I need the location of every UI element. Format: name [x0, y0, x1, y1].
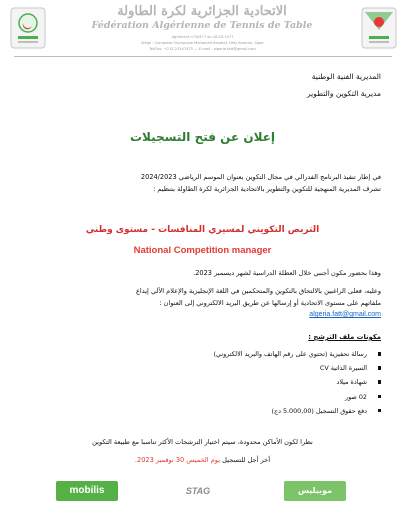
list-item: [81, 375, 381, 389]
bullet-icon: [378, 380, 382, 384]
contact-text: Tel/Fax: +213 23147475 — E-mail : algeria.fatt@gmail.com: [149, 47, 256, 51]
announcement-title: إعلان عن فتح التسجيلات: [129, 130, 276, 144]
documents-heading: مكونات ملف الترشح :: [308, 333, 381, 341]
intro-line-2: تشرف المديرية المنهجية للتكوين والتطوير بالاتحادية الجزائرية لكرة الطاولة بتنظيم :: [153, 185, 381, 193]
document-item-text: شهادة ميلاد: [336, 378, 367, 387]
agreement-text: Agrément n°00477 du 16.03.1977: [171, 35, 234, 39]
intro-line-1: في إطار تنفيذ البرنامج الفدرالي في مجال التكوين بعنوان الموسم الرياضي 2024/2023: [140, 173, 381, 181]
course-title-english: National Competition manager: [133, 245, 272, 256]
course-title-arabic: التربص التكويني لمسيري المنافسات - مستوى وطني: [85, 225, 320, 235]
document-item-text: رسالة تحفيزية (تحتوي على رقم الهاتف والبريد الالكتروني): [213, 350, 367, 358]
deadline-prefix: آخر أجل للتسجيل: [222, 456, 271, 464]
deadline-date: يوم الخميس 30 نوفمبر 2023.: [134, 456, 221, 464]
body-line-3: ملفاتهم على مستوى الاتحادية أو إرسالها عن طريق البريد الالكتروني إلى العنوان :: [159, 299, 381, 307]
directorate-national-technical: المديرية الفنية الوطنية: [311, 72, 381, 81]
list-item: [81, 361, 381, 375]
bullet-icon: [378, 352, 382, 356]
list-item: [81, 347, 381, 361]
list-item: [81, 404, 381, 418]
federation-name-french: Fédération Algérienne de Tennis de Table: [91, 20, 313, 31]
header-divider: [14, 56, 392, 57]
document-item-text: السيرة الذاتية CV: [319, 364, 367, 373]
limited-places-note: نظرا لكون الأماكن محدودة، سيتم اختيار الترشحات الأكثر تناسبا مع طبيعة التكوين: [92, 438, 313, 446]
body-line-1: وهذا بحضور مكون أجنبي خلال العطلة الدراسية لشهر ديسمبر 2023.: [193, 269, 381, 277]
federation-logo-right: [361, 6, 397, 50]
list-item: [81, 390, 381, 404]
documents-list: [81, 347, 381, 418]
email-link[interactable]: algeria.fatt@gmail.com: [309, 311, 381, 318]
deadline-note: [0, 456, 405, 464]
bullet-icon: [378, 409, 382, 413]
mobilis-logo: mobilis: [56, 481, 118, 501]
letterhead: [0, 0, 405, 60]
mobilis-arabic-logo: موبيليس: [284, 481, 346, 501]
bullet-icon: [378, 366, 382, 370]
bullet-icon: [378, 395, 382, 399]
body-line-2: وعليه، فعلى الراغبين بالالتحاق بالتكوين والمتحكمين في اللغة الإنجليزية والإعلام الآلي إيداع: [135, 287, 381, 295]
address-text: Siège : Complexe Olympique Mohamed Boudiaf, Dely Ibrahim, Alger: [141, 41, 264, 45]
federation-logo-left: [10, 6, 46, 50]
document-item-text: دفع حقوق التسجيل (5.000,00 دج): [271, 406, 367, 415]
document-item-text: 02 صور: [345, 392, 367, 401]
stag-logo: STAG: [185, 486, 211, 496]
directorate-training-development: مديرية التكوين والتطوير: [306, 89, 381, 98]
federation-name-arabic: الاتحادية الجزائرية لكرة الطاولة: [117, 4, 287, 19]
